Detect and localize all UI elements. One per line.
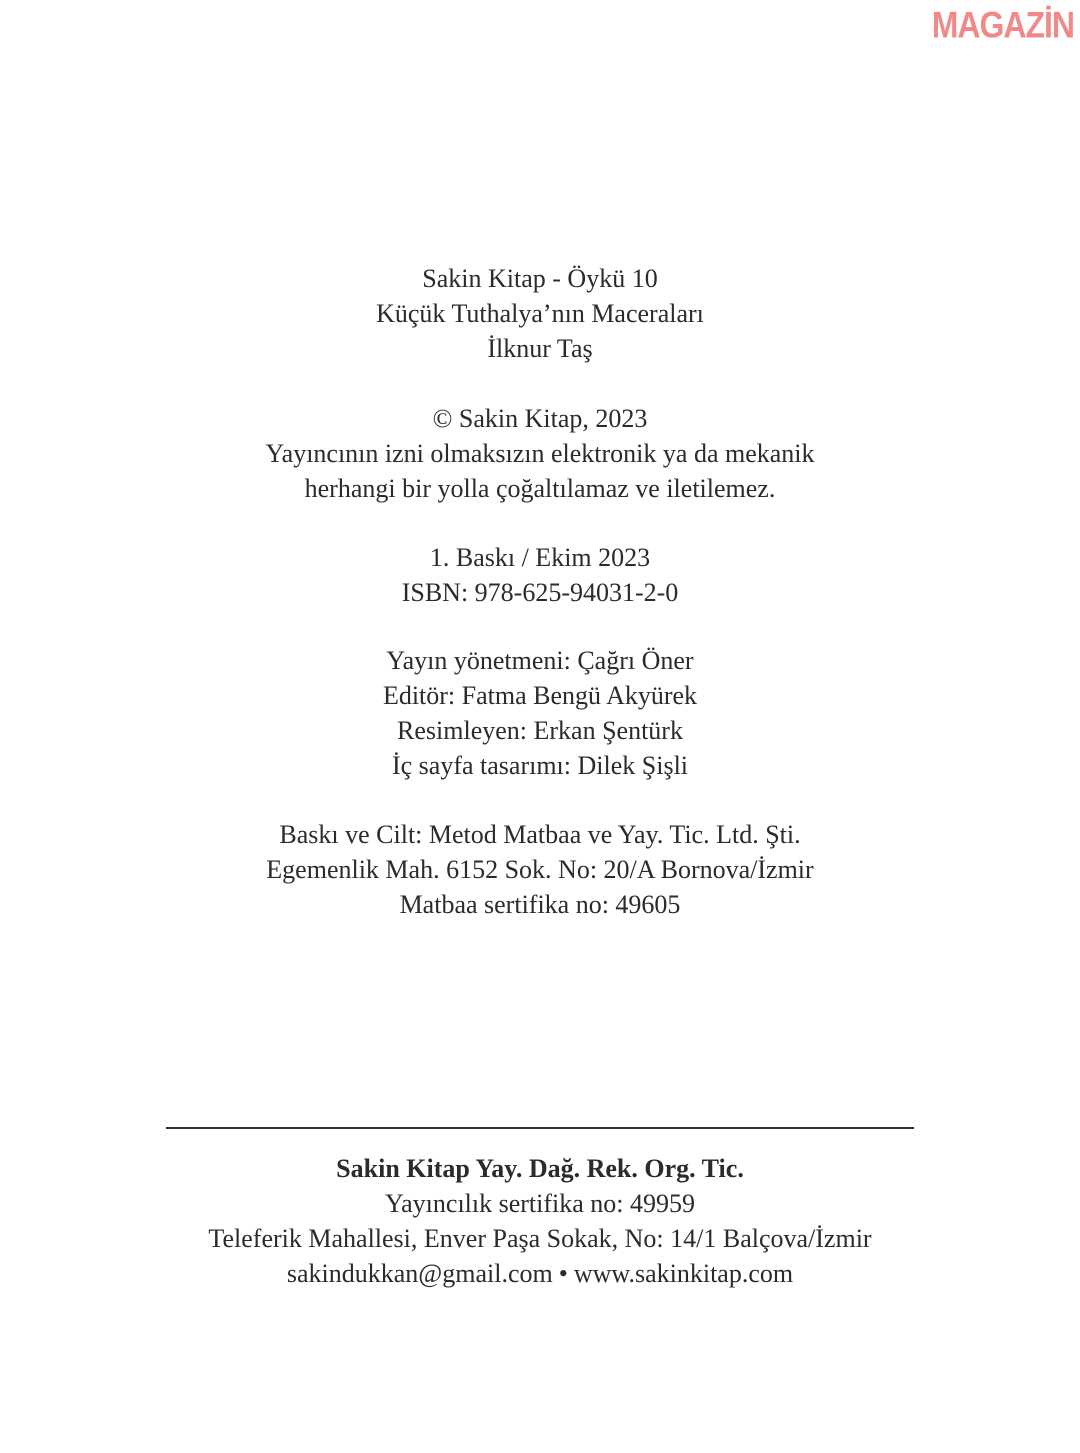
- publisher-name: Sakin Kitap Yay. Dağ. Rek. Org. Tic.: [336, 1154, 744, 1183]
- publisher-address: Teleferik Mahallesi, Enver Paşa Sokak, No: 14/1 Balçova/İzmir: [208, 1224, 872, 1253]
- bullet-separator: •: [558, 1259, 568, 1288]
- printer-address: Egemenlik Mah. 6152 Sok. No: 20/A Bornova/İzmir: [266, 855, 814, 884]
- edition-info: [0, 540, 1080, 610]
- book-info: [0, 261, 1080, 366]
- publisher-website: www.sakinkitap.com: [573, 1259, 794, 1288]
- author-name: İlknur Taş: [487, 334, 593, 363]
- printer-certificate: Matbaa sertifika no: 49605: [399, 890, 681, 919]
- credit-layout: İç sayfa tasarımı: Dilek Şişli: [391, 751, 689, 780]
- series-line: Sakin Kitap - Öykü 10: [422, 264, 658, 293]
- credit-illustrator: Resimleyen: Erkan Şentürk: [397, 716, 683, 745]
- isbn: ISBN: 978-625-94031-2-0: [401, 578, 679, 607]
- copyright-info: [0, 401, 1080, 506]
- publisher-email: sakindukkan@gmail.com: [286, 1259, 553, 1288]
- printer-info: [0, 817, 1080, 922]
- divider-line: [166, 1127, 914, 1129]
- credit-director: Yayın yönetmeni: Çağrı Öner: [386, 646, 694, 675]
- publisher-info: [0, 1151, 1080, 1291]
- print-edition: 1. Baskı / Ekim 2023: [429, 543, 651, 572]
- credit-editor: Editör: Fatma Bengü Akyürek: [382, 681, 698, 710]
- magazin-watermark: MAGAZİN: [931, 4, 1074, 46]
- printer-name: Baskı ve Cilt: Metod Matbaa ve Yay. Tic. Ltd. Şti.: [279, 820, 801, 849]
- credits: [0, 643, 1080, 783]
- book-title: Küçük Tuthalya’nın Maceraları: [376, 299, 704, 328]
- publisher-certificate: Yayıncılık sertifika no: 49959: [384, 1189, 696, 1218]
- copyright-notice: © Sakin Kitap, 2023: [432, 404, 648, 433]
- publisher-contact: [0, 1256, 1080, 1291]
- rights-line-2: herhangi bir yolla çoğaltılamaz ve iletilemez.: [304, 474, 776, 503]
- rights-line-1: Yayıncının izni olmaksızın elektronik ya da mekanik: [265, 439, 815, 468]
